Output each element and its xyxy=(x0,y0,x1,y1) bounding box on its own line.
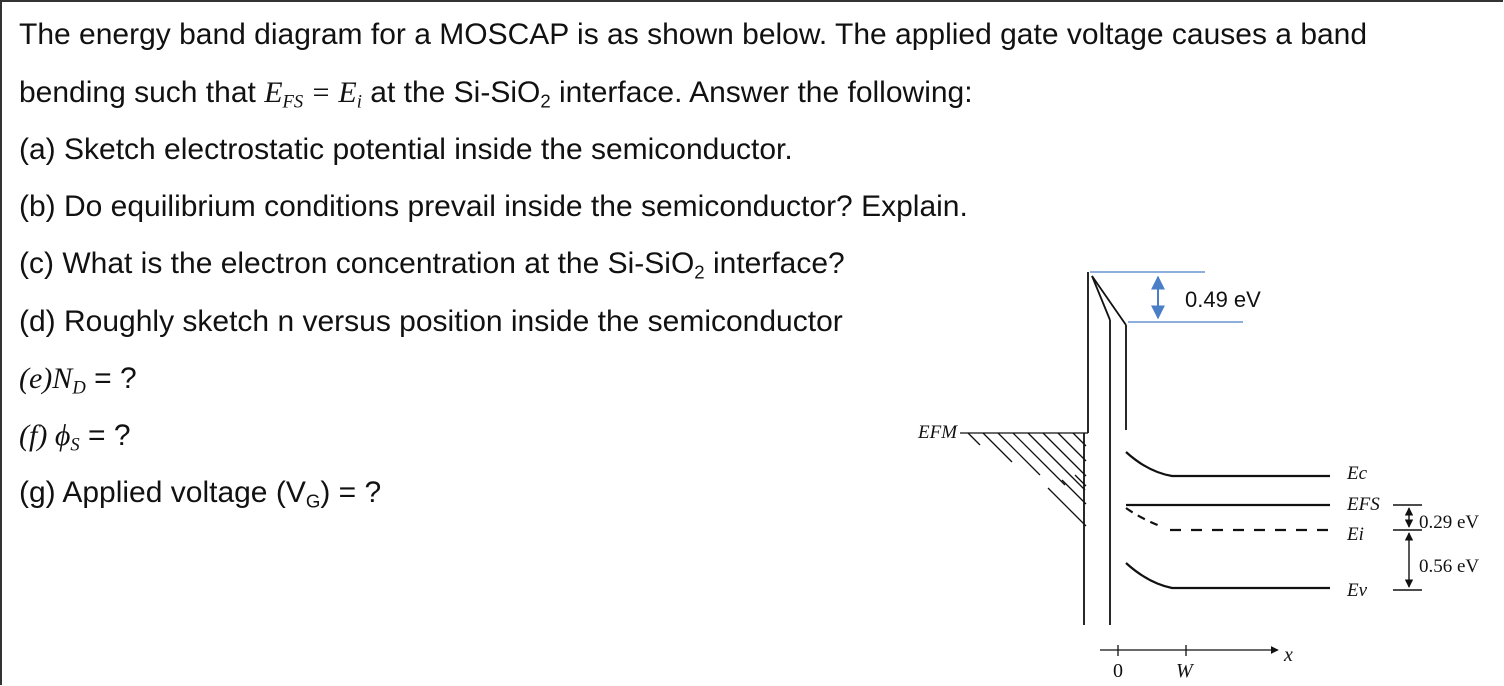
sio2-subscript: 2 xyxy=(540,90,551,112)
ec-label: Ec xyxy=(1347,463,1368,484)
efm-label: EFM xyxy=(918,422,958,443)
question-a: (a) Sketch electrostatic potential inside the semiconductor. xyxy=(19,133,793,166)
ev-label: Ev xyxy=(1347,580,1368,601)
question-d: (d) Roughly sketch n versus position inside the semiconductor xyxy=(19,305,843,338)
dim-049-label: 0.49 eV xyxy=(1185,287,1261,312)
x-origin-label: 0 xyxy=(1113,660,1123,682)
dim-056-label: 0.56 eV xyxy=(1419,556,1480,577)
efs-label: EFS xyxy=(1347,494,1380,515)
intro-line-1: The energy band diagram for a MOSCAP is as shown below. The applied gate voltage causes a band xyxy=(19,18,1368,51)
ev-band xyxy=(1126,563,1330,588)
x-axis xyxy=(1100,645,1278,656)
ei-bend xyxy=(1126,508,1160,526)
ei-symbol: $E_i$ xyxy=(338,76,362,113)
x-axis-label: x xyxy=(1284,644,1293,666)
equals-sign: = xyxy=(303,76,339,109)
question-e: $(e)N_D$ = ? xyxy=(19,362,137,399)
dim-right xyxy=(1393,505,1422,590)
question-b: (b) Do equilibrium conditions prevail inside the semiconductor? Explain. xyxy=(19,190,968,223)
question-g: (g) Applied voltage $(V_G)$ = ? xyxy=(19,476,382,512)
question-c: (c) What is the electron concentration at the Si-SiO$_2$ interface? xyxy=(19,247,845,283)
dim-029-label: 0.29 eV xyxy=(1419,512,1480,533)
intro-line-2 xyxy=(19,76,973,113)
band-diagram xyxy=(895,255,1495,686)
x-w-label: W xyxy=(1176,660,1193,682)
intro-text-mid: at the Si-SiO xyxy=(361,76,541,109)
ec-band xyxy=(1126,452,1330,476)
intro-text-post: interface. Answer the following: xyxy=(550,76,973,109)
question-f: (f) $\phi_S$ = ? xyxy=(19,419,131,456)
energy-bands xyxy=(1126,452,1330,588)
metal-hatch xyxy=(960,433,1088,526)
efs-symbol: $E_{FS}$ xyxy=(264,76,304,113)
ei-label: Ei xyxy=(1347,524,1364,545)
intro-text: bending such that xyxy=(19,76,265,109)
oxide-barrier xyxy=(1084,272,1126,625)
